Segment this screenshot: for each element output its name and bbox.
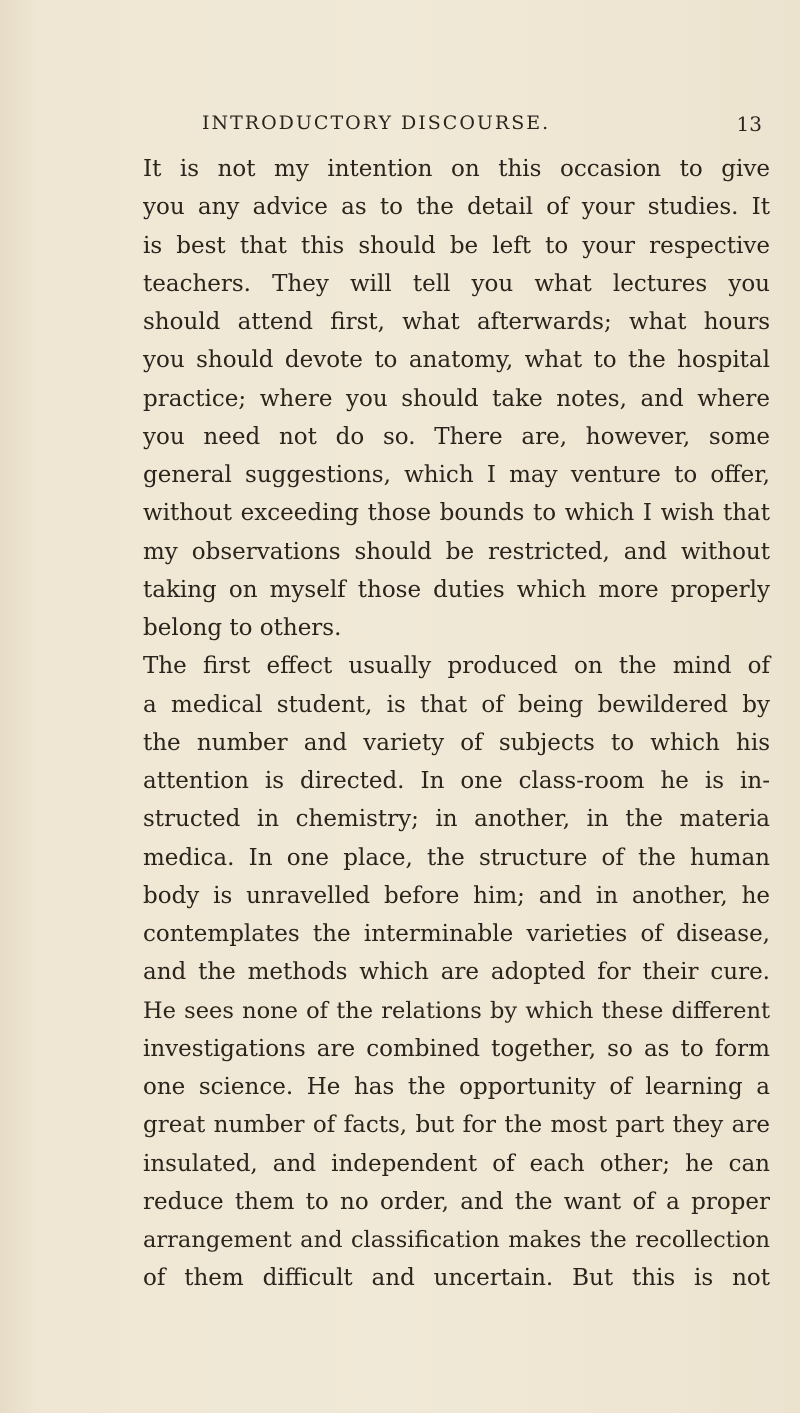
text-line: my observations should be restricted, and without xyxy=(143,538,770,565)
text-line: one science. He has the opportunity of learning a xyxy=(143,1074,770,1100)
text-line: great number of facts, but for the most part they are xyxy=(143,1112,770,1139)
running-head xyxy=(120,112,780,152)
page-number: 13 xyxy=(736,112,762,136)
text-line: teachers. They will tell you what lectures you xyxy=(143,270,770,297)
text-line: structed in chemistry; in another, in the materia xyxy=(143,806,770,833)
text-line: you need not do so. There are, however, some xyxy=(143,423,770,450)
text-line: should attend first, what afterwards; what hours xyxy=(143,309,770,335)
text-line: He sees none of the relations by which these different xyxy=(143,997,770,1024)
running-title: INTRODUCTORY DISCOURSE. xyxy=(202,112,551,134)
text-line: is best that this should be left to your respective xyxy=(143,232,770,259)
text-line: practice; where you should take notes, and where xyxy=(143,385,770,412)
text-line: without exceeding those bounds to which I wish that xyxy=(143,500,770,527)
text-line: the number and variety of subjects to which his xyxy=(143,729,770,756)
text-line: The first effect usually produced on the mind of xyxy=(143,653,770,680)
text-line: you should devote to anatomy, what to the hospital xyxy=(143,347,770,374)
text-line: investigations are combined together, so as to form xyxy=(143,1035,770,1062)
text-line: you any advice as to the detail of your studies. It xyxy=(143,194,770,221)
text-line: attention is directed. In one class-room he is in- xyxy=(143,768,770,794)
text-line: contemplates the interminable varieties of disease, xyxy=(143,921,770,947)
text-line: insulated, and independent of each other; he can xyxy=(143,1150,770,1177)
text-line: belong to others. xyxy=(143,615,342,641)
body-text xyxy=(143,150,770,1298)
text-line: reduce them to no order, and the want of a proper xyxy=(143,1188,770,1215)
text-line: medica. In one place, the structure of the human xyxy=(143,844,770,871)
text-line: taking on myself those duties which more properly xyxy=(143,576,770,603)
text-line: It is not my intention on this occasion to give xyxy=(143,156,770,182)
text-line: body is unravelled before him; and in another, he xyxy=(143,882,770,909)
text-line: a medical student, is that of being bewildered by xyxy=(143,691,770,718)
text-line: general suggestions, which I may venture to offer, xyxy=(143,462,770,488)
text-line: arrangement and classification makes the recollection xyxy=(143,1227,770,1253)
text-line: and the methods which are adopted for their cure. xyxy=(143,959,770,986)
text-line: of them difficult and uncertain. But this is not xyxy=(143,1265,770,1292)
